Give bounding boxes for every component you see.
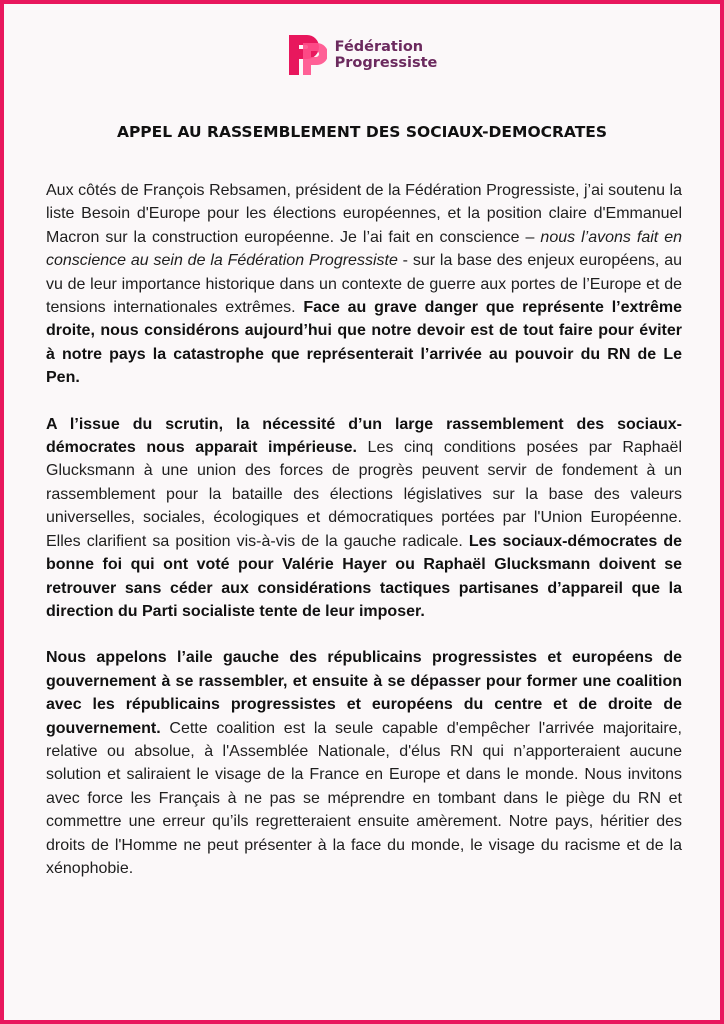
paragraph-3-bold: Nous appelons l’aile gauche des républicains progressistes et européens de gouvernement à se rassembler, et ensuite à se dépasser pour former une coalition avec les républicains progressistes et européens du centre et de droite de gouvernement. — [46, 649, 682, 737]
paragraph-2-bold-a: A l’issue du scrutin, la nécessité d’un large rassemblement des sociaux-démocrates nous apparait impérieuse. — [46, 415, 682, 457]
paragraph-3 — [46, 646, 682, 880]
federation-progressiste-logo-icon — [287, 33, 327, 77]
paragraph-3-text: Cette coalition est la seule capable d'empêcher l'arrivée majoritaire, relative ou absolue, à l'Assemblée Nationale, d'élus RN qui n’apporteraient aucune solution et saliraient le visage de la France en Europe et dans le monde. Nous invitons avec force les Français à ne pas se méprendre en tombant dans le piège du RN et commettre une erreur qu’ils regretteraient ensuite amèrement. Notre pays, héritier des droits de l'Homme ne peut présenter à la face du monde, le visage du racisme et de la xénophobie. — [46, 719, 682, 877]
paragraph-2-bold-b: Les sociaux-démocrates de bonne foi qui ont voté pour Valérie Hayer ou Raphaël Glucksmann doivent se retrouver sans céder aux considérations tactiques partisanes d’appareil que la direction du Parti socialiste tente de leur imposer. — [46, 532, 682, 620]
brand-logo — [4, 33, 720, 77]
paragraph-1-text-a: Aux côtés de François Rebsamen, président de la Fédération Progressiste, j’ai soutenu la liste Besoin d'Europe pour les élections européennes, et la position claire d'Emmanuel Macron sur la construction européenne. Je l’ai fait en conscience – — [46, 182, 682, 246]
paragraph-2-text: Les cinq conditions posées par Raphaël Glucksmann à une union des forces de progrès peuvent servir de fondement à un rassemblement pour la bataille des élections législatives sur la base des valeurs universelles, sociales, écologiques et démocratiques portées par l'Union Européenne. Elles clarifient sa position vis-à-vis de la gauche radicale. — [46, 439, 682, 550]
brand-name-line1: Fédération — [334, 39, 424, 55]
brand-name-line2: Progressiste — [334, 55, 438, 71]
paragraph-2 — [46, 413, 682, 624]
document-body — [46, 179, 682, 903]
paragraph-1-italic: nous l’avons fait en conscience au sein de la Fédération Progressiste — [46, 228, 682, 270]
brand-name — [335, 39, 438, 71]
document-title: APPEL AU RASSEMBLEMENT DES SOCIAUX-DEMOCRATES — [116, 123, 608, 141]
paragraph-1 — [46, 179, 682, 390]
paragraph-1-text-b: - sur la base des enjeux européens, au vu de leur importance historique dans un contexte de guerre aux portes de l’Europe et de tensions internationales extrêmes. — [46, 252, 682, 317]
paragraph-1-bold: Face au grave danger que représente l’extrême droite, nous considérons aujourd’hui que notre devoir est de tout faire pour éviter à notre pays la catastrophe que représenterait l’arrivée au pouvoir du RN de Le Pen. — [46, 299, 682, 387]
